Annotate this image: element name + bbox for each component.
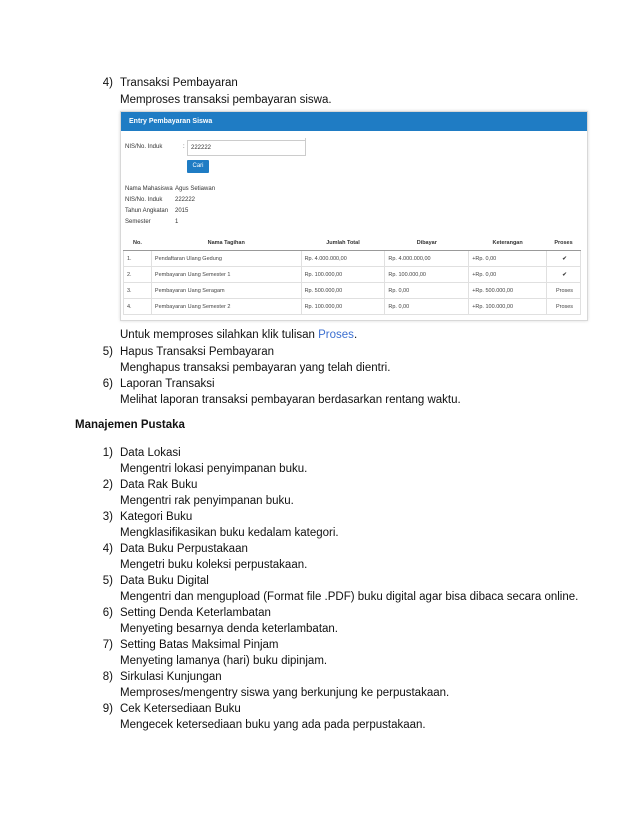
note-suffix: . — [353, 329, 358, 341]
table-row — [124, 283, 581, 299]
cell-total: Rp. 100.000,00 — [301, 267, 385, 283]
item-title: Hapus Transaksi Pembayaran — [120, 346, 275, 358]
proses-link[interactable]: Proses — [547, 299, 581, 315]
item-description: Mengetri buku koleksi perpustakaan. — [120, 559, 308, 571]
cell-keterangan: +Rp. 100.000,00 — [469, 299, 547, 315]
cell-total: Rp. 100.000,00 — [301, 299, 385, 315]
cell-nama: Pembayaran Uang Semester 2 — [151, 299, 301, 315]
info-value: Agus Setiawan — [175, 186, 216, 192]
item-description: Menyeting lamanya (hari) buku dipinjam. — [120, 655, 328, 667]
item-number: 2) — [102, 479, 113, 491]
info-label: Tahun Angkatan — [125, 208, 169, 214]
column-header: Dibayar — [385, 235, 469, 251]
cell-dibayar: Rp. 100.000,00 — [385, 267, 469, 283]
nis-label: NIS/No. Induk — [125, 144, 163, 150]
item-description: Mengentri dan mengupload (Format file .PDF) buku digital agar bisa dibaca secara online. — [120, 591, 579, 603]
item-description: Melihat laporan transaksi pembayaran berdasarkan rentang waktu. — [120, 394, 461, 406]
table-header-row — [124, 235, 581, 251]
cell-nama: Pembayaran Uang Semester 1 — [151, 267, 301, 283]
cell-keterangan: +Rp. 0,00 — [469, 251, 547, 267]
info-value: 222222 — [175, 197, 196, 203]
item-title: Setting Batas Maksimal Pinjam — [120, 639, 279, 651]
item-number: 3) — [102, 511, 113, 523]
item-number: 5) — [102, 346, 113, 358]
item-description: Mengentri lokasi penyimpanan buku. — [120, 463, 308, 475]
item-title: Data Buku Digital — [120, 575, 209, 587]
item-number: 6) — [102, 607, 113, 619]
item-title: Setting Denda Keterlambatan — [120, 607, 271, 619]
search-button[interactable]: Cari — [187, 160, 209, 173]
item-number: 6) — [102, 378, 113, 390]
table-row — [124, 251, 581, 267]
column-header: Proses — [547, 235, 581, 251]
item-number: 9) — [102, 703, 113, 715]
item-description: Memproses transaksi pembayaran siswa. — [120, 94, 332, 106]
cell-total: Rp. 500.000,00 — [301, 283, 385, 299]
column-header: Keterangan — [469, 235, 547, 251]
item-number: 8) — [102, 671, 113, 683]
info-label: Nama Mahasiswa — [125, 186, 173, 192]
nis-input[interactable]: 222222 — [187, 140, 306, 156]
instruction-note — [120, 328, 357, 342]
info-value: 1 — [175, 219, 179, 225]
cell-keterangan: +Rp. 500.000,00 — [469, 283, 547, 299]
cell-no: 1. — [124, 251, 152, 267]
item-description: Menghapus transaksi pembayaran yang telah dientri. — [120, 362, 391, 374]
cell-keterangan: +Rp. 0,00 — [469, 267, 547, 283]
item-description: Menyeting besarnya denda keterlambatan. — [120, 623, 339, 635]
cell-dibayar: Rp. 4.000.000,00 — [385, 251, 469, 267]
note-text: Untuk memproses silahkan klik tulisan — [120, 329, 319, 341]
check-icon: ✔ — [547, 251, 581, 267]
item-number: 5) — [102, 575, 113, 587]
nis-separator: : — [183, 144, 185, 150]
proses-link[interactable]: Proses — [318, 329, 354, 341]
item-description: Mengecek ketersediaan buku yang ada pada perpustakaan. — [120, 719, 426, 731]
item-title: Transaksi Pembayaran — [120, 77, 238, 89]
payment-entry-screenshot — [120, 111, 588, 321]
divider — [305, 138, 306, 156]
item-description: Memproses/mengentry siswa yang berkunjung ke perpustakaan. — [120, 687, 450, 699]
check-icon: ✔ — [547, 267, 581, 283]
column-header: Nama Tagihan — [151, 235, 301, 251]
info-label: NIS/No. Induk — [125, 197, 163, 203]
column-header: No. — [124, 235, 152, 251]
cell-no: 4. — [124, 299, 152, 315]
cell-total: Rp. 4.000.000,00 — [301, 251, 385, 267]
section-heading: Manajemen Pustaka — [75, 419, 185, 431]
info-value: 2015 — [175, 208, 189, 214]
item-number: 1) — [102, 447, 113, 459]
item-number: 4) — [102, 77, 113, 89]
item-number: 7) — [102, 639, 113, 651]
cell-dibayar: Rp. 0,00 — [385, 299, 469, 315]
info-label: Semester — [125, 219, 151, 225]
screenshot-header: Entry Pembayaran Siswa — [121, 112, 587, 131]
item-title: Data Buku Perpustakaan — [120, 543, 248, 555]
item-number: 4) — [102, 543, 113, 555]
item-title: Cek Ketersediaan Buku — [120, 703, 241, 715]
item-title: Laporan Transaksi — [120, 378, 215, 390]
billing-table — [123, 235, 581, 315]
item-title: Sirkulasi Kunjungan — [120, 671, 222, 683]
item-title: Data Lokasi — [120, 447, 181, 459]
column-header: Jumlah Total — [301, 235, 385, 251]
item-title: Kategori Buku — [120, 511, 193, 523]
item-description: Mengentri rak penyimpanan buku. — [120, 495, 294, 507]
cell-no: 3. — [124, 283, 152, 299]
item-title: Data Rak Buku — [120, 479, 198, 491]
table-row — [124, 299, 581, 315]
cell-nama: Pembayaran Uang Seragam — [151, 283, 301, 299]
proses-link[interactable]: Proses — [547, 283, 581, 299]
item-description: Mengklasifikasikan buku kedalam kategori. — [120, 527, 339, 539]
table-row — [124, 267, 581, 283]
cell-dibayar: Rp. 0,00 — [385, 283, 469, 299]
cell-nama: Pendaftaran Ulang Gedung — [151, 251, 301, 267]
cell-no: 2. — [124, 267, 152, 283]
